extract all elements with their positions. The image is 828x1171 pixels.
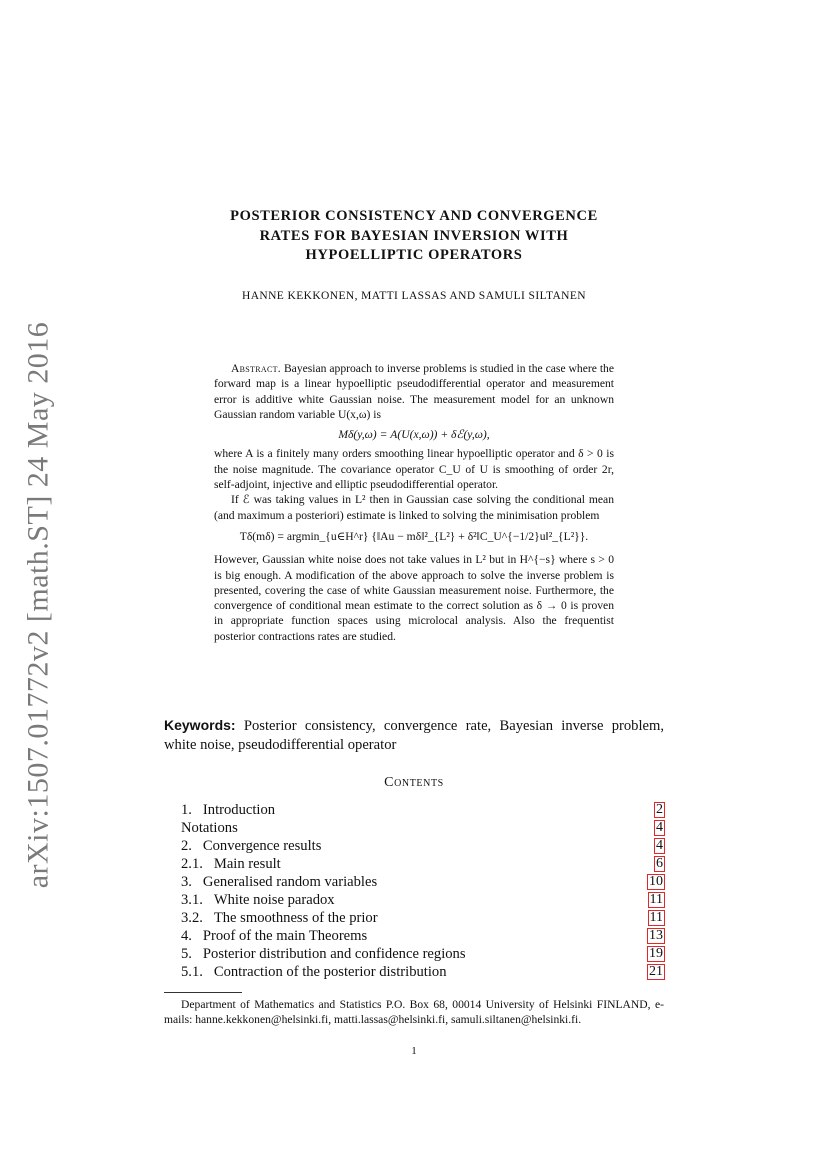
toc-entry[interactable] <box>181 909 665 927</box>
toc-entry-label: Posterior distribution and confidence regions <box>202 946 466 962</box>
toc-entry-number: 2.1. <box>181 856 203 872</box>
footnote <box>164 997 664 1028</box>
toc-entry-number: 4. <box>181 928 192 944</box>
toc-entry[interactable] <box>181 801 665 819</box>
toc-entry-title <box>181 855 281 873</box>
keywords <box>164 716 664 755</box>
toc-entry[interactable] <box>181 837 665 855</box>
paper-title <box>160 207 668 266</box>
toc-entry-label: Proof of the main Theorems <box>202 928 368 944</box>
arxiv-stamp-text: arXiv:1507.01772v2 [math.ST] 24 May 2016 <box>21 321 55 889</box>
equation-measurement-model: Mδ(y,ω) = A(U(x,ω)) + δℰ(y,ω), <box>338 428 490 442</box>
toc-page-link[interactable]: 11 <box>649 910 663 925</box>
toc-entry[interactable] <box>181 873 665 891</box>
toc-entry-number: 2. <box>181 838 192 854</box>
footnote-rule <box>164 992 242 993</box>
toc-entry[interactable] <box>181 963 665 981</box>
footnote-text: Department of Mathematics and Statistics P.O. Box 68, 00014 University of Helsinki FINLAND, e-mails: hanne.kekkonen@helsinki.fi, matti.lassas@helsinki.fi, samuli.siltanen@helsinki.fi. <box>164 998 664 1027</box>
toc-entry-label: Contraction of the posterior distribution <box>213 964 447 980</box>
toc-entry-title <box>181 801 275 819</box>
toc-entry-number: 5.1. <box>181 964 203 980</box>
toc-page-link[interactable]: 4 <box>656 820 663 835</box>
equation-minimisation: Tδ(mδ) = argmin_{u∈H^r} {‖Au − mδ‖²_{L²} + δ²‖C_U^{−1/2}u‖²_{L²}}. <box>239 529 589 543</box>
toc-page-link[interactable]: 10 <box>649 874 663 889</box>
arxiv-stamp <box>21 321 55 889</box>
toc-entry-number: 3. <box>181 874 192 890</box>
author-list: HANNE KEKKONEN, MATTI LASSAS AND SAMULI SILTANEN <box>241 290 586 302</box>
toc-entry-number: 5. <box>181 946 192 962</box>
toc-page-link[interactable]: 4 <box>656 838 663 853</box>
toc-entry[interactable] <box>181 891 665 909</box>
toc-page-link[interactable]: 6 <box>656 856 663 871</box>
toc-entry-title <box>181 927 367 945</box>
abstract <box>214 361 614 644</box>
toc-entry-label: White noise paradox <box>213 892 335 908</box>
abstract-label: Abstract. <box>231 362 281 375</box>
toc-page-link[interactable]: 11 <box>649 892 663 907</box>
title-line: POSTERIOR CONSISTENCY AND CONVERGENCE <box>230 208 598 224</box>
abstract-paragraph-2: where A is a finitely many orders smoothing linear hypoelliptic operator and δ > 0 is the noise magnitude. The covariance operator C_U of U is smoothing of order 2r, self-adjoint, injective and elliptic pseudodifferential operator. <box>214 447 614 492</box>
contents-heading: Contents <box>384 775 444 790</box>
toc-page-link[interactable]: 19 <box>649 946 663 961</box>
abstract-paragraph-4: However, Gaussian white noise does not take values in L² but in H^{−s} where s > 0 is big enough. A modification of the above approach to solve the inverse problem is presented, covering the case of white Gaussian measurement noise. Furthermore, the convergence of conditional mean estimate to the correct solution as δ → 0 is proven in appropriate function spaces using microlocal analysis. Also the frequentist posterior contractions rates are studied. <box>214 553 614 643</box>
toc-entry-number: 1. <box>181 802 192 818</box>
toc-entry[interactable] <box>181 945 665 963</box>
toc-page-link[interactable]: 13 <box>649 928 663 943</box>
page-number: 1 <box>411 1045 417 1057</box>
toc-entry[interactable] <box>181 927 665 945</box>
toc-entry-label: The smoothness of the prior <box>213 910 378 926</box>
toc-entry[interactable] <box>181 855 665 873</box>
abstract-text-1: Bayesian approach to inverse problems is studied in the case where the forward map is a linear hypoelliptic pseudodifferential operator and measurement error is additive white Gaussian noise. The measurement model for an unknown Gaussian random variable U(x,ω) is <box>214 362 614 421</box>
toc-entry-number: 3.1. <box>181 892 203 908</box>
keywords-text: Posterior consistency, convergence rate, Bayesian inverse problem, white noise, pseudodifferential operator <box>164 718 664 753</box>
toc-entry-title <box>181 819 238 837</box>
table-of-contents <box>181 801 665 981</box>
toc-entry-title <box>181 873 377 891</box>
toc-entry-title <box>181 963 447 981</box>
toc-entry-label: Main result <box>213 856 281 872</box>
abstract-paragraph-3: If ℰ was taking values in L² then in Gaussian case solving the conditional mean (and maximum a posteriori) estimate is linked to solving the minimisation problem <box>214 493 614 522</box>
toc-page-link[interactable]: 2 <box>656 802 663 817</box>
title-line: HYPOELLIPTIC OPERATORS <box>305 247 523 263</box>
toc-entry-label: Generalised random variables <box>202 874 378 890</box>
toc-entry-label: Notations <box>181 820 238 836</box>
toc-entry-title <box>181 945 466 963</box>
keywords-label: Keywords: <box>164 717 236 733</box>
toc-page-link[interactable]: 21 <box>649 964 663 979</box>
toc-entry-title <box>181 909 378 927</box>
abstract-paragraph-1 <box>214 361 614 422</box>
title-line: RATES FOR BAYESIAN INVERSION WITH <box>259 227 569 244</box>
toc-entry-title <box>181 837 321 855</box>
toc-entry-label: Convergence results <box>202 838 322 854</box>
toc-entry-label: Introduction <box>202 802 276 818</box>
toc-entry-number: 3.2. <box>181 910 203 926</box>
toc-entry-title <box>181 891 335 909</box>
toc-entry[interactable] <box>181 819 665 837</box>
